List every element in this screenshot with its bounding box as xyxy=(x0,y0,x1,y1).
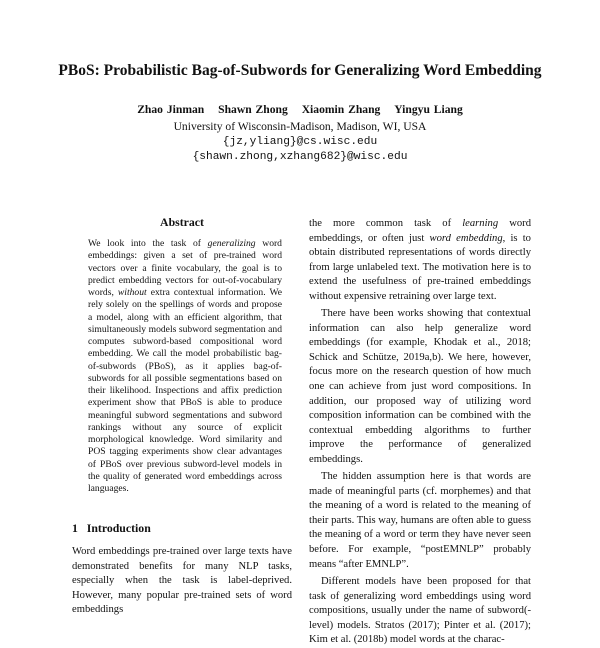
author-name: Xiaomin Zhang xyxy=(301,103,381,116)
right-column xyxy=(309,217,531,648)
email-address: {jz,yliang}@cs.wisc.edu xyxy=(222,136,378,148)
body-paragraph: the more common task of learning word embeddings, or often just word embedding, is to obtain distributed representations of words directly from large unlabeled text. The motivation here is to extend the usefulness of pre-trained embeddings without expensive retraining over large text. xyxy=(309,218,532,302)
email-address: {shawn.zhong,xzhang682}@wisc.edu xyxy=(192,151,408,163)
body-paragraph: Different models have been proposed for that task of generalizing word embeddings using word compositions, usually under the name of subword(-level) models. Stratos (2017); Pinter et al. (2017); Kim et al. (2018b) model words at the charac- xyxy=(309,576,531,646)
emphasis-text: word embedding xyxy=(429,232,503,244)
paper-title: PBoS: Probabilistic Bag-of-Subwords for Generalizing Word Embedding xyxy=(58,62,542,79)
introduction-paragraph: Word embeddings pre-trained over large texts have demonstrated benefits for many NLP tasks, especially when the task is label-deprived. However, many popular pre-trained sets of word embeddings xyxy=(72,546,292,615)
author-name: Zhao Jinman xyxy=(137,103,205,116)
affiliation: University of Wisconsin-Madison, Madison, WI, USA xyxy=(173,120,427,133)
author-name: Yingyu Liang xyxy=(394,103,463,116)
body-paragraph: The hidden assumption here is that words are made of meaningful parts (cf. morphemes) and that the meaning of a word is related to the meaning of their parts. This way, humans are often able to guess the meaning of a word or term they have never seen before. For example, “postEMNLP” probably means “after EMNLP”. xyxy=(309,471,531,570)
section-heading-introduction: 1 Introduction xyxy=(72,521,151,535)
author-list xyxy=(0,103,600,116)
body-paragraph: There have been works showing that contextual information can also help generalize word embeddings (for example, Khodak et al., 2018; Schick and Schütze, 2019a,b). We here, however, focus more on the research question of how much one can achieve from just word compositions. In addition, our proposed way of utilizing word composition information can be combined with the contextual embedding algorithms to further improve the performance of generalized embeddings. xyxy=(309,308,531,465)
author-name: Shawn Zhong xyxy=(218,103,288,116)
abstract-heading: Abstract xyxy=(160,215,204,229)
abstract-text: We look into the task of generalizing word embeddings: given a set of pre-trained word vectors over a finite vocabulary, the goal is to predict embedding vectors for out-of-vocabulary words, without extra contextual information. We rely solely on the spellings of words and propose a model, along with an efficient algorithm, that simultaneously models subword segmentation and computes subword-based compositional word embedding. We call the model probabilistic bag-of-subwords (PBoS), as it applies bag-of-subwords for all possible segmentations based on their likelihood. Inspections and affix prediction experiment show that PBoS is able to produce meaningful subword segmentations and subword rankings without any source of explicit morphological knowledge. Word similarity and POS tagging experiments show clear advantages of PBoS over previous subword-level models in the quality of generated word embeddings across languages. xyxy=(88,238,283,494)
emphasis-text: without xyxy=(117,287,147,298)
emphasis-text: learning xyxy=(462,218,499,229)
emphasis-text: generalizing xyxy=(207,238,256,249)
